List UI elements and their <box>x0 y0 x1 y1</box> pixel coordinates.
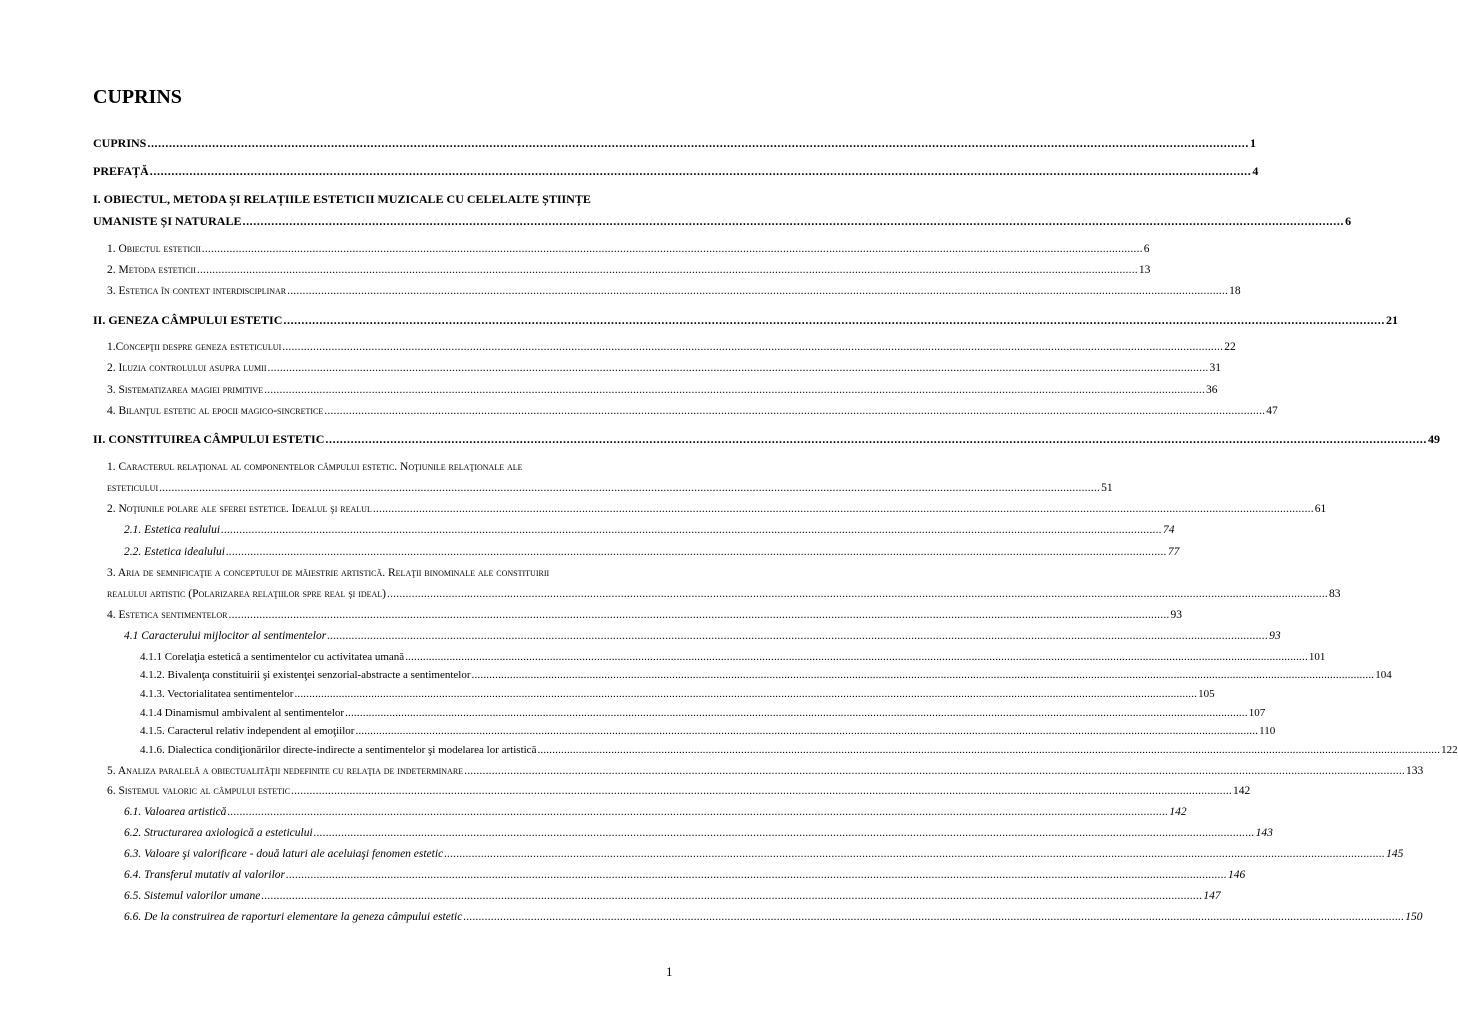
toc-leader <box>537 743 1440 757</box>
toc-entry[interactable] <box>124 868 1246 882</box>
toc-entry[interactable] <box>140 724 1276 738</box>
toc-entry-page: 122 <box>1441 744 1458 756</box>
toc-leader <box>373 502 1314 516</box>
toc-entry-page: 107 <box>1248 707 1266 719</box>
toc-entry[interactable] <box>107 383 1218 397</box>
toc-entry-title: UMANISTE ȘI NATURALE <box>93 214 242 228</box>
toc-leader <box>283 313 1385 327</box>
toc-entry-title: 2. Noţiunile polare ale sferei estetice. Idealul şi realul <box>107 503 372 515</box>
toc-entry-page: 142 <box>1169 806 1187 818</box>
toc-entry-title: CUPRINS <box>93 136 147 150</box>
toc-entry[interactable] <box>93 432 1440 446</box>
toc-entry-title: 1.Concepţii despre geneza esteticului <box>107 341 282 353</box>
toc-entry[interactable] <box>107 764 1424 778</box>
toc-leader <box>345 706 1248 720</box>
toc-entry[interactable] <box>140 650 1326 664</box>
toc-leader <box>291 784 1232 798</box>
toc-entry-title: esteticului <box>107 482 159 494</box>
toc-entry-page: 150 <box>1405 911 1423 923</box>
toc-entry-page: 6 <box>1143 243 1150 255</box>
toc-entry-page: 61 <box>1314 503 1327 515</box>
toc-entry-title: 6.4. Transferul mutativ al valorilor <box>124 869 286 881</box>
toc-entry-page: 31 <box>1209 362 1221 374</box>
toc-entry-page: 145 <box>1386 848 1404 860</box>
toc-entry[interactable] <box>107 502 1327 516</box>
toc-leader <box>314 826 1255 840</box>
toc-leader <box>463 910 1404 924</box>
toc-entry-page: 51 <box>1101 482 1113 494</box>
toc-entry-title: 1. Obiectul esteticii <box>107 243 201 255</box>
toc-entry-page: 83 <box>1328 588 1341 600</box>
toc-entry-title: 2. Iluzia controlului asupra lumii <box>107 362 267 374</box>
toc-entry-title: realului artistic (Polarizarea relaţiilor spre real şi ideal) <box>107 588 387 600</box>
toc-entry-title: 3. Sistematizarea magiei primitive <box>107 384 264 396</box>
toc-entry[interactable] <box>107 284 1241 298</box>
toc-leader <box>464 764 1405 778</box>
toc-entry-title: 6.1. Valoarea artistică <box>124 806 227 818</box>
page-title: CUPRINS <box>93 86 182 108</box>
toc-entry-page: 104 <box>1375 669 1392 681</box>
toc-entry-title: 4. Estetica sentimentelor <box>107 609 228 621</box>
toc-entry[interactable] <box>124 629 1281 643</box>
toc-entry-title: 6.3. Valoare şi valorificare - două laturi ale aceluiaşi fenomen estetic <box>124 848 444 860</box>
toc-leader <box>264 383 1205 397</box>
toc-leader <box>159 481 1100 495</box>
toc-entry-page: 146 <box>1227 869 1246 881</box>
toc-entry-page: 74 <box>1163 524 1175 536</box>
toc-entry-title: 4.1.5. Caracterul relativ independent al emoţiilor <box>140 725 355 737</box>
toc-leader <box>327 629 1268 643</box>
toc-entry-page: 77 <box>1167 546 1180 558</box>
toc-leader <box>387 587 1328 601</box>
toc-entry-page: 13 <box>1138 264 1151 276</box>
toc-leader <box>282 340 1223 354</box>
toc-leader <box>472 668 1375 682</box>
toc-entry[interactable] <box>107 242 1150 256</box>
toc-entry-page: 1 <box>1249 136 1256 150</box>
toc-leader <box>286 868 1227 882</box>
toc-entry-page: 6 <box>1345 214 1352 228</box>
toc-entry-title: 4. Bilanţul estetic al epocii magico-sincretice <box>107 405 324 417</box>
toc-entry-title: 6.5. Sistemul valorilor umane <box>124 890 261 902</box>
toc-leader <box>242 214 1344 228</box>
toc-leader <box>197 263 1138 277</box>
toc-leader <box>294 687 1197 701</box>
toc-entry[interactable] <box>140 687 1215 701</box>
toc-entry-title: 6. Sistemul valoric al câmpului estetic <box>107 785 291 797</box>
toc-entry[interactable] <box>124 847 1404 861</box>
page-number: 1 <box>666 964 673 979</box>
toc-entry[interactable] <box>140 706 1266 720</box>
toc-entry[interactable] <box>93 164 1259 178</box>
toc-entry[interactable] <box>124 889 1221 903</box>
toc-entry[interactable] <box>93 313 1398 327</box>
toc-entry[interactable] <box>140 668 1392 682</box>
toc-entry-title-line[interactable]: 1. Caracterul relaţional al componentelor câmpului estetic. Noţiunile relaţionale ale <box>107 461 523 473</box>
toc-entry[interactable] <box>107 608 1182 622</box>
toc-entry-page: 4 <box>1252 164 1259 178</box>
toc-entry-title: 2.1. Estetica realului <box>124 524 221 536</box>
toc-entry[interactable] <box>124 805 1187 819</box>
toc-leader <box>221 523 1162 537</box>
toc-entry-title: 6.2. Structurarea axiologică a esteticului <box>124 827 313 839</box>
toc-entry[interactable] <box>124 826 1273 840</box>
toc-leader <box>226 545 1167 559</box>
toc-entry-title: 4.1.6. Dialectica condiţionărilor directe-indirecte a sentimentelor şi modelarea lor artistică <box>140 744 537 756</box>
toc-leader <box>229 608 1170 622</box>
toc-entry-page: 49 <box>1428 432 1440 446</box>
toc-leader <box>227 805 1168 819</box>
toc-leader <box>287 284 1228 298</box>
toc-entry-page: 47 <box>1266 405 1278 417</box>
toc-leader <box>147 136 1249 150</box>
toc-entry-page: 143 <box>1255 827 1273 839</box>
toc-entry-page: 133 <box>1406 765 1424 777</box>
toc-entry-title: 2. Metoda esteticii <box>107 264 196 276</box>
toc-entry-page: 93 <box>1170 609 1182 621</box>
toc-entry[interactable] <box>107 340 1236 354</box>
toc-leader <box>261 889 1202 903</box>
toc-entry-title: PREFAȚĂ <box>93 164 149 178</box>
toc-entry-title: 4.1.4 Dinamismul ambivalent al sentimentelor <box>140 707 345 719</box>
toc-entry[interactable] <box>107 481 1113 495</box>
toc-entry-title: 5. Analiza paralelă a obiectualităţii nedefinite cu relaţia de indeterminare <box>107 765 464 777</box>
toc-entry-title: II. CONSTITUIREA CÂMPULUI ESTETIC <box>93 432 325 446</box>
toc-entry-page: 21 <box>1385 313 1398 327</box>
toc-entry[interactable] <box>124 910 1423 924</box>
toc-entry[interactable] <box>124 523 1175 537</box>
toc-leader <box>355 724 1258 738</box>
toc-entry-title: 4.1 Caracterului mijlocitor al sentimentelor <box>124 630 327 642</box>
toc-entry-title: 4.1.1 Corelaţia estetică a sentimentelor cu activitatea umană <box>140 651 405 663</box>
toc-entry-title: II. GENEZA CÂMPULUI ESTETIC <box>93 313 283 327</box>
toc-leader <box>202 242 1143 256</box>
toc-entry-title: 2.2. Estetica idealului <box>124 546 225 558</box>
toc-entry[interactable] <box>107 587 1341 601</box>
toc-entry-page: 105 <box>1198 688 1215 700</box>
toc-leader <box>325 432 1427 446</box>
toc-entry[interactable] <box>107 404 1278 418</box>
toc-entry-page: 36 <box>1206 384 1218 396</box>
toc-entry[interactable] <box>93 136 1256 150</box>
toc-leader <box>268 361 1209 375</box>
toc-entry-title-line[interactable]: 3. Aria de semnificaţie a conceptului de măiestrie artistică. Relaţii binominale ale constituirii <box>107 567 550 579</box>
toc-entry[interactable] <box>124 545 1180 559</box>
toc-entry[interactable] <box>107 361 1221 375</box>
toc-entry-title: 6.6. De la construirea de raporturi elementare la geneza câmpului estetic <box>124 911 463 923</box>
toc-entry-page: 22 <box>1224 341 1236 353</box>
toc-entry-page: 101 <box>1308 651 1326 663</box>
toc-entry[interactable] <box>93 214 1352 228</box>
toc-leader <box>324 404 1265 418</box>
toc-leader <box>150 164 1252 178</box>
toc-leader <box>405 650 1308 664</box>
toc-entry[interactable] <box>107 263 1151 277</box>
toc-entry[interactable] <box>140 743 1458 757</box>
toc-entry-page: 147 <box>1203 890 1221 902</box>
toc-entry-page: 110 <box>1259 725 1276 737</box>
toc-entry-page: 142 <box>1232 785 1251 797</box>
toc-entry[interactable] <box>107 784 1251 798</box>
toc-entry-title-line[interactable]: I. OBIECTUL, METODA ȘI RELAȚIILE ESTETICII MUZICALE CU CELELALTE ȘTIINȚE <box>93 192 591 206</box>
toc-leader <box>444 847 1385 861</box>
toc-entry-page: 18 <box>1229 285 1241 297</box>
toc-entry-title: 4.1.3. Vectorialitatea sentimentelor <box>140 688 294 700</box>
toc-entry-page: 93 <box>1269 630 1281 642</box>
toc-entry-title: 3. Estetica în context interdisciplinar <box>107 285 287 297</box>
toc-entry-title: 4.1.2. Bivalenţa constituirii şi existenţei senzorial-abstracte a sentimentelor <box>140 669 471 681</box>
